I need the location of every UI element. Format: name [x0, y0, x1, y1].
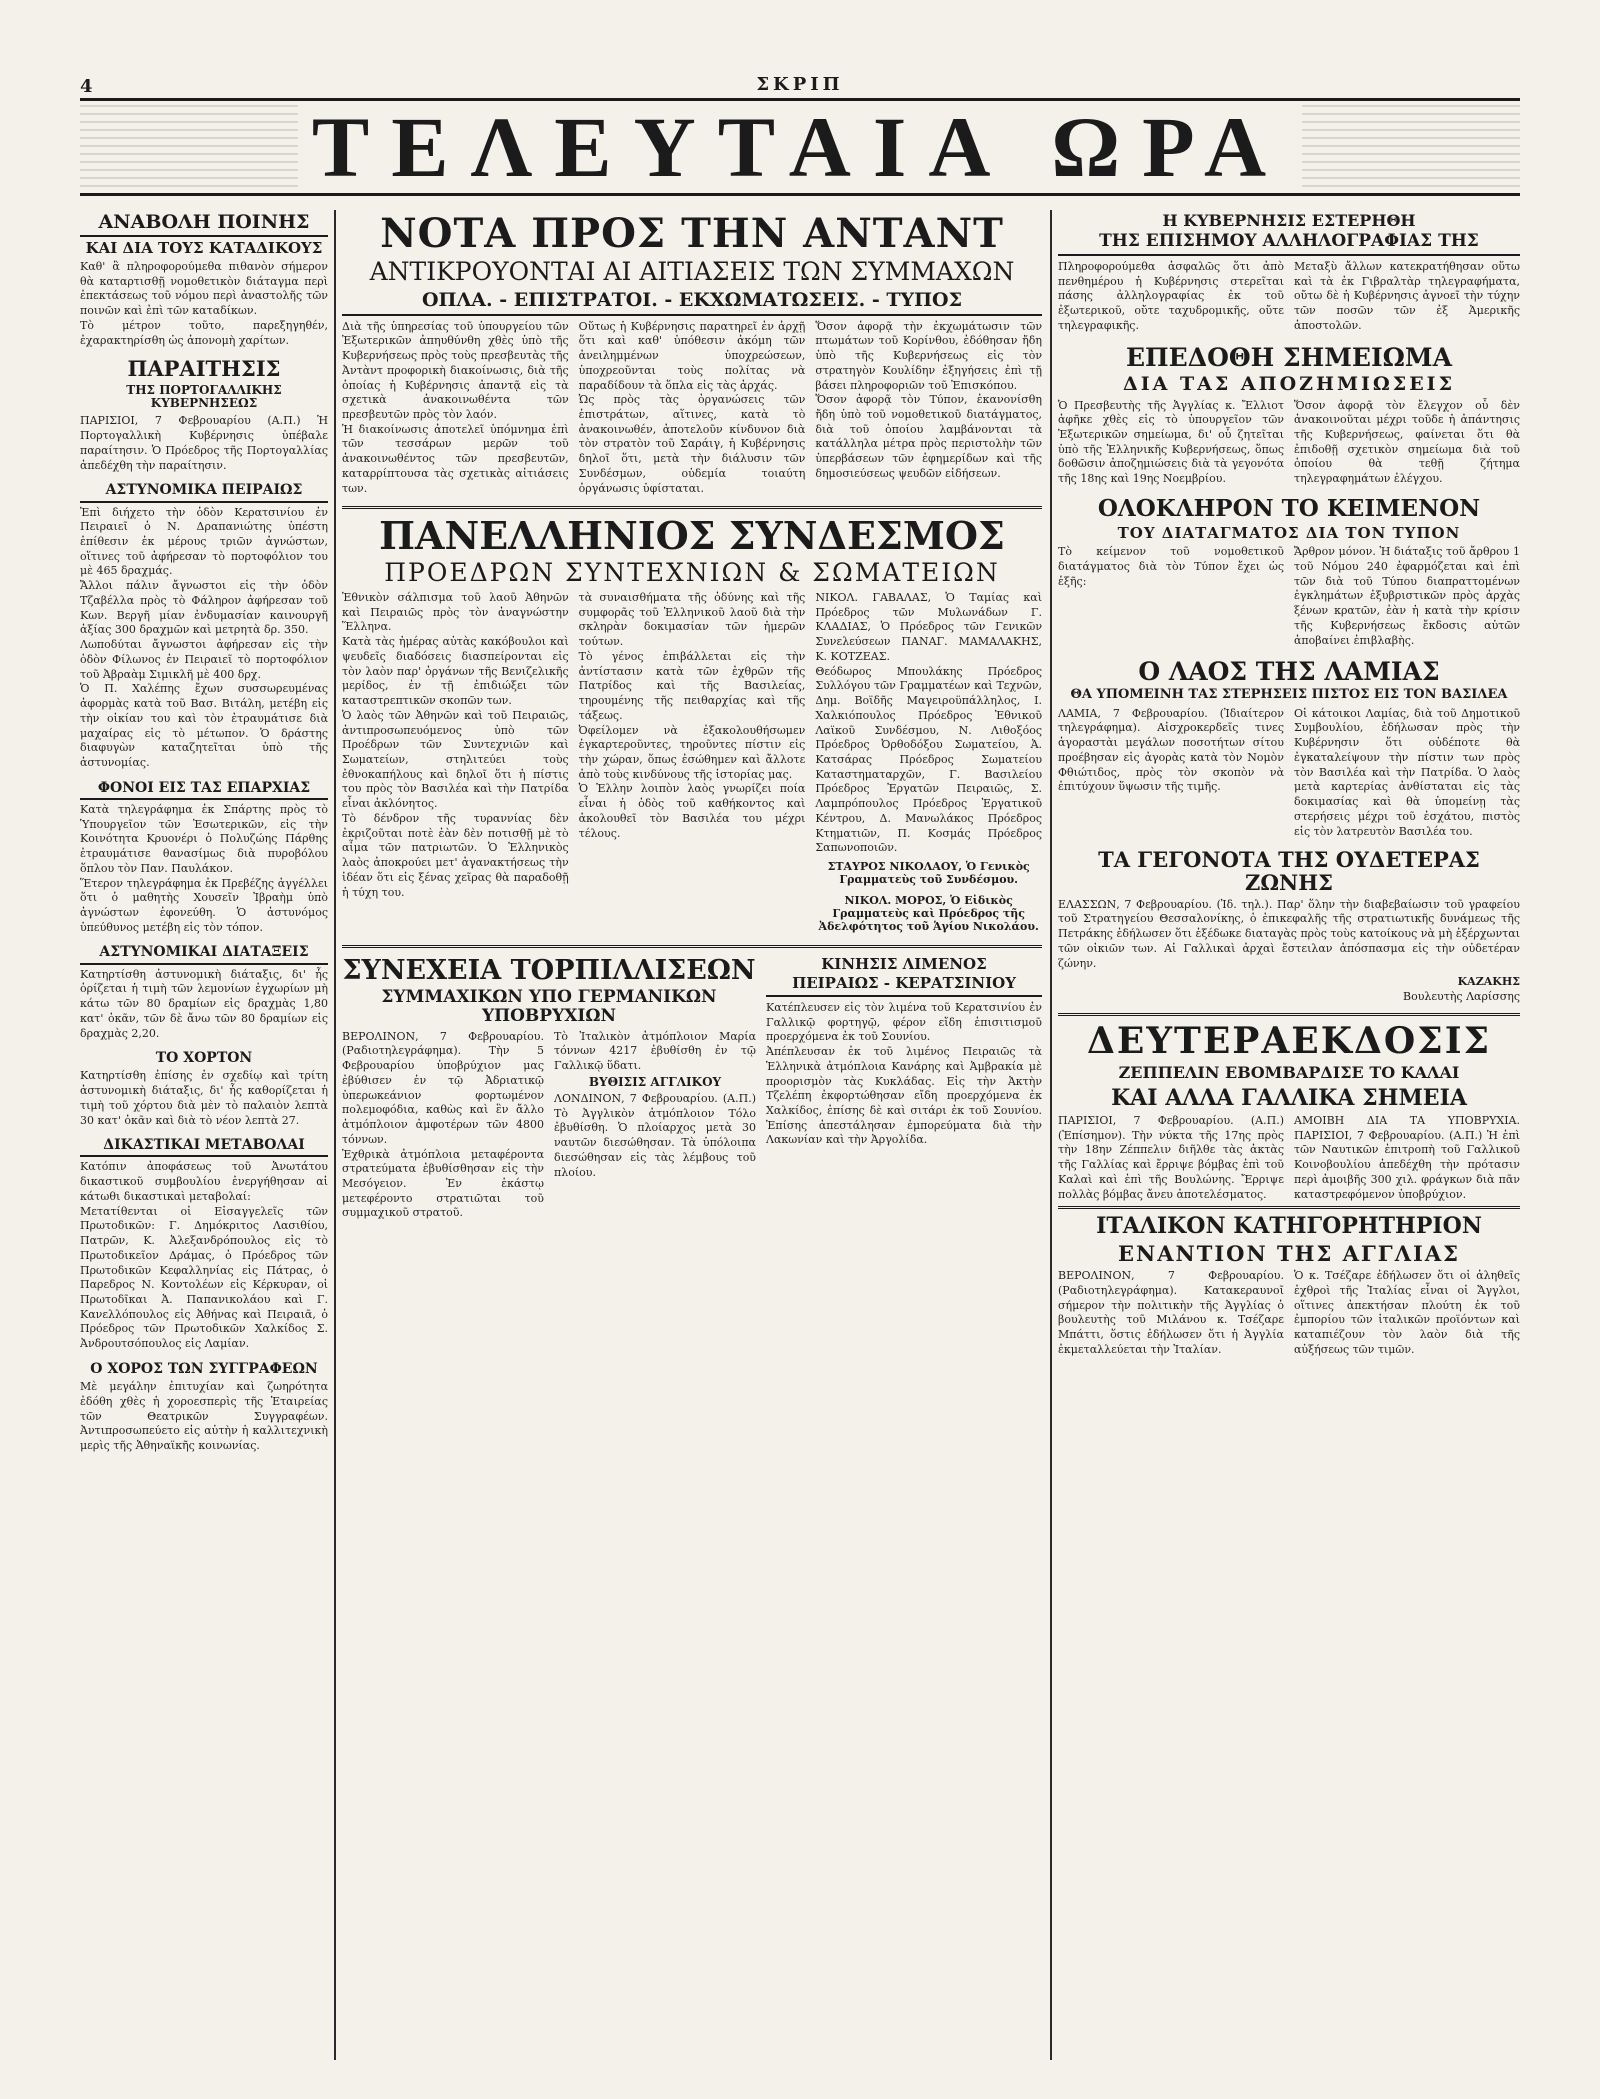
text-column [1294, 1114, 1520, 1202]
article-paragraph: Ἡ διακοίνωσις ἀποτελεῖ ὑπόμνημα ἐπὶ τῶν τεσσάρων μερῶν τοῦ ἀνακοινωθέντος τῶν πρεσβευτῶν, καταρρίπτουσα τὰς σχετικὰς αἰτιάσεις των. [342, 422, 569, 495]
article-title: Ο ΧΟΡΟΣ ΤΩΝ ΣΥΓΓΡΑΦΕΩΝ [90, 1360, 318, 1377]
article-title: Ο ΛΑΟΣ ΤΗΣ ΛΑΜΙΑΣ [1138, 657, 1440, 687]
article-title: ΠΑΡΑΙΤΗΣΙΣ [127, 356, 281, 382]
article-limenos [766, 954, 1042, 1221]
article-fonoi [80, 781, 328, 936]
article-title: ΦΟΝΟΙ ΕΙΣ ΤΑΣ ΕΠΑΡΧΙΑΣ [80, 781, 328, 800]
article-subtitle: ΠΕΙΡΑΙΩΣ - ΚΕΡΑΤΣΙΝΙΟΥ [766, 975, 1042, 997]
text-column [342, 591, 569, 941]
article-choros [80, 1362, 328, 1454]
bottom-center-row [342, 954, 1042, 1231]
article-paragraph: Ἐπὶ διήχετο τὴν ὁδὸν Κερατσινίου ἐν Πειραιεῖ ὁ Ν. Δραπανιώτης ὑπέστη ἐπίθεσιν ἐκ μέρους τριῶν ἀγνώστων, οἵτινες τοῦ ἀφήρεσαν τὸ πορτοφόλιον του μὲ 465 δραχμάς. [80, 505, 328, 578]
article-paragraph: Κατόπιν ἀποφάσεως τοῦ Ἀνωτάτου δικαστικοῦ συμβουλίου ἐνεργήθησαν αἱ κάτωθι δικαστικαὶ μεταβολαί: [80, 1160, 328, 1203]
text-column [815, 591, 1042, 941]
article-paragraph: Ὅσον ἀφορᾷ τὴν ἐκχωμάτωσιν τῶν πτωμάτων τοῦ Κορίνθου, ἐδόθησαν ἤδη ὑπὸ τῆς Κυβερνήσεως εἰς τὸν στρατηγὸν Κουλίδην ἐξηγήσεις ἐπὶ τῇ βάσει πληροφοριῶν τοῦ Ἐπισκόπου. [815, 319, 1042, 392]
article-paragraph: Ὡς πρὸς τὰς ὀργανώσεις τῶν ἐπιστράτων, αἵτινες, κατὰ τὸ ἀνακοινωθέν, ἀποτελοῦν κίνδυνον διὰ τὸν στρατὸν τοῦ Σαράιγ, ἡ Κυβέρνησις δηλοῖ ὅτι, μετὰ τὴν διάλυσιν τῶν Συνδέσμων, οὐδεμία τοιαύτη ὀργάνωσις ὑφίσταται. [578, 393, 806, 495]
article-paragraph: Ὁ Πρεσβευτὴς τῆς Ἀγγλίας κ. Ἔλλιοτ ἀφῆκε χθὲς εἰς τὸ ὑπουργεῖον τῶν Ἐξωτερικῶν σημείωμα, δι' οὗ ζητεῖται ὑπὸ τῆς Ἑλληνικῆς Κυβερνήσεως, ὅπως δοθῶσιν ἀποζημιώσεις διὰ τὰ γεγονότα τῆς 18ης καὶ 19ης Νοεμβρίου. [1058, 398, 1284, 486]
article-paragraph: Ἕτερον τηλεγράφημα ἐκ Πρεβέζης ἀγγέλλει ὅτι ὁ μαθητὴς Χουσεῖν Ἰβραὴμ ὑπὸ ἀγνώστων ἐφονεύθη. Ὁ ἀστυνόμος ὑπεύθυνος μετέβη εἰς τὸν τόπον. [80, 876, 328, 934]
article-paragraph: ΠΑΡΙΣΙΟΙ, 7 Φεβρουαρίου (Α.Π.) Ἡ Πορτογαλλικὴ Κυβέρνησις ὑπέβαλε παραίτησιν. Ὁ Πρόεδρος τῆς Πορτογαλλίας ἀπεδέχθη τὴν παραίτησιν. [80, 414, 328, 472]
column-rule [1050, 210, 1052, 2060]
article-paragraph: ΕΛΑΣΣΩΝ, 7 Φεβρουαρίου. (Ἰδ. τηλ.). Παρ' ὅλην τὴν διαβεβαίωσιν τοῦ γραφείου τοῦ Στρατηγείου Θεσσαλονίκης, ὁ ἐπικεφαλῆς τῆς στρατιωτικῆς δυνάμεως τῆς Πετράκης ἐδήλωσεν ὅτι ἐξέδωκε διαταγὰς πρὸς τοὺς κατοίκους νὰ μὴ ἐξέρχωνται τῶν οἰκιῶν των. Αἱ Γαλλικαὶ ἀρχαὶ ἔστειλαν ἀπόσπασμα εἰς τὴν οὐδετέραν ζώνην. [1058, 897, 1520, 970]
article-paragraph: Ὁ λαὸς τῶν Ἀθηνῶν καὶ τοῦ Πειραιῶς, ἀντιπροσωπευόμενος ὑπὸ τῶν Προέδρων τῶν Συντεχνιῶν καὶ Σωματείων, στηλιτεύει τοὺς ἐθνοκαπήλους καὶ δηλοῖ ὅτι ἡ πίστις του πρὸς τὸν Βασιλέα καὶ τὴν Πατρίδα εἶναι ἀκλόνητος. [342, 708, 569, 811]
article-paragraph: Ὁ Π. Χαλέπης ἔχων συσσωρευμένας ἀφορμὰς κατὰ τοῦ Βασ. Βιτάλη, μετέβη εἰς τὴν οἰκίαν του καὶ τὸν ἐτραυμάτισε διὰ μαχαίρας εἰς τὸ μέτωπον. Ὁ δράστης διαφυγὼν καταζητεῖται ὑπὸ τῆς ἀστυνομίας. [80, 682, 328, 769]
article-columns [1058, 260, 1520, 334]
article-columns [342, 1030, 756, 1222]
article-paragraph: Κατὰ τὰς ἡμέρας αὐτὰς κακόβουλοι καὶ ψευδεῖς διαδόσεις διασπείρονται εἰς τὸν λαὸν παρ' ὀργάνων τῆς Βενιζελικῆς μερίδος, ἐν τῇ ἐπιδιώξει τῶν καταστρεπτικῶν σκοπῶν των. [342, 635, 569, 708]
text-column [1058, 545, 1284, 648]
article-paragraph: Καθ' ἃ πληροφορούμεθα πιθανὸν σήμερον θὰ καταρτισθῇ νομοθετικὸν διάταγμα περὶ ἐπεκτάσεως τοῦ νόμου περὶ ἀναστολῆς τῶν ποινῶν καὶ ἐπὶ τῶν καταδίκων. [80, 260, 328, 318]
article-title: ΑΣΤΥΝΟΜΙΚΑΙ ΔΙΑΤΑΞΕΙΣ [80, 945, 328, 964]
article-title: ΙΤΑΛΙΚΟΝ ΚΑΤΗΓΟΡΗΤΗΡΙΟΝ [1096, 1213, 1482, 1240]
article-subtitle: ΔΙΑ ΤΑΣ ΑΠΟΖΗΜΙΩΣΕΙΣ [1122, 372, 1456, 395]
article-title: ΣΥΝΕΧΕΙΑ ΤΟΡΠΙΛΛΙΣΕΩΝ [342, 955, 756, 987]
article-keimenon [1058, 494, 1520, 648]
text-column [1294, 545, 1520, 648]
article-italikon [1058, 1215, 1520, 1357]
article-anavoli [80, 212, 328, 348]
article-title: ΑΣΤΥΝΟΜΙΚΑ ΠΕΙΡΑΙΩΣ [80, 483, 328, 502]
article-simeioma [1058, 344, 1520, 487]
article-title: Η ΚΥΒΕΡΝΗΣΙΣ ΕΣΤΕΡΗΘΗ [1162, 211, 1416, 230]
article-title: ΠΑΝΕΛΛΗΝΙΟΣ ΣΥΝΔΕΣΜΟΣ [379, 513, 1005, 559]
article-paragraph: Τὸ κείμενον τοῦ νομοθετικοῦ διατάγματος διὰ τὸν Τύπον ἔχει ὡς ἑξῆς: [1058, 545, 1284, 588]
article-subtitle: ΤΟΥ ΔΙΑΤΑΓΜΑΤΟΣ ΔΙΑ ΤΟΝ ΤΥΠΟΝ [1117, 523, 1461, 542]
article-paragraph: Οὕτως ἡ Κυβέρνησις παρατηρεῖ ἐν ἀρχῇ ὅτι καὶ καθ' ὑπόθεσιν ἀκόμη τῶν ἀνειλημμένων ὑποχρεώσεων, ὑποχρεοῦνται τοὺς πολίτας νὰ παραδίδουν τὰ ὅπλα εἰς τὰς ἀρχάς. [578, 319, 806, 392]
article-paragraph: Τὸ μέτρον τοῦτο, παρεξηγηθέν, ἐχαρακτηρίσθη ὡς ἀπονομὴ χαρίτων. [80, 318, 328, 347]
article-paragraph: ΛΑΜΙΑ, 7 Φεβρουαρίου. (Ἰδιαίτερον τηλεγράφημα). Αἰσχροκερδεῖς τινες ἀγοραστὰι μεγάλων ποσοτήτων σίτου προέβησαν εἰς ἀγορὰς κατὰ τὸν Νομὸν Φθιώτιδος, πρὸς τὸν σκοπὸν νὰ ἐπιτύχουν ὕψωσιν τῆς τιμῆς. [1058, 706, 1284, 794]
article-paragraph: Ὀφείλομεν νὰ ἐξακολουθήσωμεν ἐγκαρτεροῦντες, τηροῦντες πίστιν εἰς τὴν χώραν, ὅπως ἐσώθημεν καὶ ἄλλοτε ἀπὸ τοὺς κινδύνους τῆς ἱστορίας μας. [578, 723, 806, 781]
text-column [1058, 1114, 1284, 1202]
article-nota [342, 212, 1042, 496]
article-paragraph: Μεταξὺ ἄλλων κατεκρατήθησαν οὕτω καὶ τὰ ἐκ Γιβραλτὰρ τηλεγραφήματα, οὔτω δὲ ἡ Κυβέρνησις ἀγνοεῖ τὴν τύχην τῶν ποσῶν τῶν ἐξ Ἀμερικῆς ἀποστολῶν. [1294, 259, 1520, 332]
newspaper-page [80, 40, 1520, 2060]
article-paragraph: Οἱ κάτοικοι Λαμίας, διὰ τοῦ Δημοτικοῦ Συμβουλίου, ἐδήλωσαν πρὸς τὴν Κυβέρνησιν ὅτι οὐδέποτε θὰ ἐγκαταλείψουν τὴν πίστιν των πρὸς τὸν Βασιλέα καὶ τὴν Πατρίδα. Ὁ λαὸς μετὰ καρτερίας ἀνθίσταται εἰς τὰς δοκιμασίας καὶ θὰ ὑπομείνῃ τὰς στερήσεις μέχρι τοῦ ἐσχάτου, πιστὸς εἰς τὸν λατρευτὸν Βασιλέα του. [1294, 706, 1520, 838]
article-paragraph: ΝΙΚΟΛ. ΓΑΒΑΛΑΣ, Ὁ Ταμίας καὶ Πρόεδρος τῶν Μυλωνάδων Γ. ΚΛΑΔΙΑΣ, Ὁ Πρόεδρος τῶν Γενικῶν Συνελεύσεων ΠΑΝΑΓ. ΜΑΜΑΛΑΚΗΣ, Κ. ΚΟΤΖΕΑΣ. [815, 590, 1042, 663]
article-paragraph: Τὸ Ἰταλικὸν ἀτμόπλοιον Μαρία τόννων 4217 ἐβυθίσθη ἐν τῷ Γαλλικῷ ὕδατι. [554, 1029, 756, 1073]
article-zoni [1058, 849, 1520, 1003]
article-kyvernisis [1058, 212, 1520, 334]
article-paragraph: ΠΑΡΙΣΙΟΙ, 7 Φεβρουαρίου. (Α.Π.) (Ἐπίσημον). Τὴν νύκτα τῆς 17ης πρὸς τὴν 18ην Ζέππελιν διῆλθε τὰς ἀκτὰς τῆς Γαλλίας καὶ ἔρριψε βόμβας ἐπὶ τοῦ Καλαὶ καὶ ἐπὶ τῆς Βουλώνης. Ἔρριψε πολλὰς βόμβας ἄνευ ἀποτελέσματος. [1058, 1113, 1284, 1201]
article-title: ΤΑ ΓΕΓΟΝΟΤΑ ΤΗΣ ΟΥΔΕΤΕΡΑΣ ΖΩΝΗΣ [1098, 847, 1480, 895]
text-column [342, 1030, 544, 1222]
text-column [815, 320, 1042, 497]
article-columns [1058, 1269, 1520, 1357]
signature: ΣΤΑΥΡΟΣ ΝΙΚΟΛΑΟΥ, Ὁ Γενικὸς Γραμματεὺς τοῦ Συνδέσμου. [827, 860, 1030, 887]
text-column [1058, 260, 1284, 334]
article-title: ΔΙΚΑΣΤΙΚΑΙ ΜΕΤΑΒΟΛΑΙ [80, 1138, 328, 1157]
text-column [579, 591, 806, 941]
text-column [1058, 399, 1284, 487]
article-paragraph: Τὸ δένδρον τῆς τυραννίας δὲν ἐκριζοῦται ποτὲ ἐὰν δὲν ποτισθῇ μὲ τὸ αἷμα τῶν πατριωτῶν. Ὁ Ἑλληνικὸς λαὸς ἀποκρούει μετ' ἀγανακτήσεως τὴν ἰδέαν ὅτι εἰς ξένας χεῖρας θὰ παραδοθῇ ἡ τύχη του. [342, 811, 569, 899]
article-subtitle: ΣΥΜΜΑΧΙΚΩΝ ΥΠΟ ΓΕΡΜΑΝΙΚΩΝ ΥΠΟΒΡΥΧΙΩΝ [381, 987, 717, 1026]
article-paragraph: Μὲ μεγάλην ἐπιτυχίαν καὶ ζωηρότητα ἐδόθη χθὲς ἡ χοροεσπερὶς τῆς Ἑταιρείας τῶν Θεατρικῶν Συγγραφέων. Ἀντιπροσωπεύετο εἰς αὐτὴν ἡ καλλιτεχνικὴ μερὶς τῆς Ἀθηναϊκῆς κοινωνίας. [80, 1380, 328, 1452]
article-paragraph: ΑΜΟΙΒΗ ΔΙΑ ΤΑ ΥΠΟΒΡΥΧΙΑ. ΠΑΡΙΣΙΟΙ, 7 Φεβρουαρίου. (Α.Π.) Ἡ ἐπὶ τῶν Ναυτικῶν ἐπιτροπὴ τοῦ Γαλλικοῦ Κοινοβουλίου ἀπεδέχθη τὴν πρότασιν περὶ ἀμοιβῆς 300 χιλ. φράγκων διὰ πᾶν καταστρεφόμενον ὑποβρύχιον. [1294, 1113, 1520, 1201]
masthead-title: ΤΕΛΕΥΤΑΙΑ ΩΡΑ [298, 104, 1302, 190]
article-paragraph: Λωποδύται ἄγνωστοι ἀφήρεσαν εἰς τὴν ὁδὸν Φίλωνος ἐν Πειραιεῖ τὸ πορτοφόλιον τοῦ Ἀβραὰμ Σιμικλῆ μὲ 400 δρχ. [80, 638, 328, 681]
signature: ΚΑΖΑΚΗΣ [1457, 975, 1520, 989]
article-lamia [1058, 658, 1520, 839]
article-columns [342, 591, 1042, 941]
article-paragraph: Ἀπέπλευσαν ἐκ τοῦ λιμένος Πειραιῶς τὰ Ἑλληνικὰ ἀτμόπλοια Κανάρης καὶ Ἀμβρακία μὲ προορισμὸν τὰς Κυκλάδας. Εἰς τὴν Ἀκτὴν Τζελέπη ἐκφορτώθησαν εἴδη προερχόμενα ἐκ Χαλκίδος, ἐπίσης δὲ καὶ σιτάρι ἐκ τοῦ Σουνίου. Ἐπίσης ἀπεστάλησαν ἐμπορεύματα διὰ τὴν Λακωνίαν καὶ τὴν Ἀργολίδα. [766, 1045, 1042, 1147]
article-deftera [1058, 1013, 1520, 1209]
article-columns [1058, 1114, 1520, 1202]
text-column [1294, 707, 1520, 840]
article-paragraph: Κατέπλευσεν εἰς τὸν λιμένα τοῦ Κερατσινίου ἐν Γαλλικῷ φορτηγῷ, φέρον εἴδη ἐπισιτισμοῦ προερχόμενα ἐκ τοῦ Σουνίου. [766, 1000, 1042, 1044]
article-subtitle: ΑΝΤΙΚΡΟΥΟΝΤΑΙ ΑΙ ΑΙΤΙΑΣΕΙΣ ΤΩΝ ΣΥΜΜΑΧΩΝ [369, 257, 1015, 287]
article-title: ΔΕΥΤΕΡΑΕΚΔΟΣΙΣ [1086, 1020, 1492, 1063]
column-center [342, 210, 1042, 2060]
article-paragraph: Ὅσον ἀφορᾷ τὸν Τύπον, ἐκανονίσθη ἤδη ὑπὸ τοῦ νομοθετικοῦ διατάγματος, διὰ τοῦ ὁποίου λαμβάνονται τὰ κατάλληλα μέτρα πρὸς περιστολὴν τῶν ὑπερβάσεων τῶν ἐφημερίδων καὶ τῆς δημοσιεύσεως ψευδῶν εἰδήσεων. [815, 393, 1042, 480]
article-paragraph: Διὰ τῆς ὑπηρεσίας τοῦ ὑπουργείου τῶν Ἐξωτερικῶν ἀπηυθύνθη χθὲς ὑπὸ τῆς Κυβερνήσεως πρὸς τοὺς πρεσβευτὰς τῆς Ἀντὰντ προφορικὴ διακοίνωσις, διὰ τῆς ὁποίας ἡ Κυβέρνησις ἀπαντᾷ εἰς τὰ σχετικὰ ἀνακοινωθέντα τῶν πρεσβευτῶν πρὸς τὸν λαόν. [342, 319, 569, 421]
article-columns [1058, 707, 1520, 840]
article-torpilliseis [342, 954, 756, 1221]
article-subtitle: ΖΕΠΠΕΛΙΝ ΕΒΟΜΒΑΡΔΙΣΕ ΤΟ ΚΑΛΑΙ [1118, 1063, 1460, 1083]
column-right [1058, 210, 1520, 2060]
article-paragraph: ΒΕΡΟΛΙΝΟΝ, 7 Φεβρουαρίου. (Ραδιοτηλεγράφημα). Κατακεραυνοῖ σήμερον τὴν πολιτικὴν τῆς Ἀγγλίας ὁ βουλευτὴς τοῦ Μιλάνου κ. Τσέζαρε Μπάττι, ὅστις ἐδήλωσεν ὅτι ἡ Ἀγγλία ἐκμεταλλεύεται τὴν Ἰταλίαν. [1058, 1269, 1284, 1356]
column-rule [334, 210, 336, 2060]
article-paragraph: ΒΕΡΟΛΙΝΟΝ, 7 Φεβρουαρίου. (Ραδιοτηλεγράφημα). Τὴν 5 Φεβρουαρίου ὑποβρύχιον μας ἐβύθισεν ἐν τῷ Ἀδριατικῷ ὑπερωκεάνιον φορτωμένον πολεμοφόδια, καθὼς καὶ ἓν ἄλλο ἀτμόπλοιον ἀμφοτέρων τῶν 4800 τόννων. [342, 1029, 544, 1146]
article-paragraph: Ἐθνικὸν σάλπισμα τοῦ λαοῦ Ἀθηνῶν καὶ Πειραιῶς πρὸς τὸν ἀναγνώστην Ἕλληνα. [342, 590, 569, 634]
column-left [80, 210, 328, 2060]
article-paragraph: Θεόδωρος Μπουλάκης Πρόεδρος Συλλόγου τῶν Γραμματέων καὶ Τεχνῶν, Δημ. Βοϊδῆς Μαγειροϋπάλληλος, Ι. Χαλκιόπουλος Πρόεδρος Ἐθνικοῦ Λαϊκοῦ Συνδέσμου, Ν. Λιθοξόος Πρόεδρος Ὀρθοδόξου Σωματείου, Ἀ. Κατσάρας Πρόεδρος Σωματείου Καταστηματαρχῶν, Γ. Βασιλείου Πρόεδρος Ἐργατῶν Πειραιῶς, Σ. Λαμπρόπουλος Πρόεδρος Ἐργατικοῦ Κέντρου, Δ. Μανωλάκος Πρόεδρος Κτηματιῶν, Π. Κοσμάς Πρόεδρος Σαπωνοποιῶν. [815, 664, 1042, 855]
article-syndesmos [342, 506, 1042, 948]
article-subtitle: ΘΑ ΥΠΟΜΕΙΝΗ ΤΑΣ ΣΤΕΡΗΣΕΙΣ ΠΙΣΤΟΣ ΕΙΣ ΤΟΝ ΒΑΣΙΛΕΑ [1070, 687, 1508, 703]
text-column [1058, 707, 1284, 840]
article-subtitle: ΚΑΙ ΑΛΛΑ ΓΑΛΛΙΚΑ ΣΗΜΕΙΑ [1111, 1084, 1467, 1111]
article-subtitle: ΕΝΑΝΤΙΟΝ ΤΗΣ ΑΓΓΛΙΑΣ [1118, 1241, 1460, 1267]
page-number: 4 [80, 76, 93, 97]
article-paragraph: Κατηρτίσθη ἐπίσης ἐν σχεδίῳ καὶ τρίτη ἀστυνομικὴ διάταξις, δι' ἧς καθορίζεται ἡ τιμὴ τοῦ χόρτου διὰ μὲν τὸ παλαιὸν λεπτὰ 30 κατ' ὀκᾶν καὶ διὰ τὸ νέον λεπτὰ 27. [80, 1069, 328, 1127]
article-title: ΝΟΤΑ ΠΡΟΣ ΤΗΝ ΑΝΤΑΝΤ [380, 210, 1004, 257]
article-paragraph: Ἄλλοι πάλιν ἄγνωστοι εἰς τὴν ὁδὸν Τζαβέλλα πρὸς τὸ Φάληρον ἀφήρεσαν τοῦ Κων. Βεργῆ μίαν ἐνδυμασίαν καινουργῆ ἀξίας 300 δραχμῶν καὶ μετρητὰ δρ. 350. [80, 579, 328, 637]
article-paragraph: Πληροφορούμεθα ἀσφαλῶς ὅτι ἀπὸ πενθημέρου ἡ Κυβέρνησις στερεῖται πάσης ἀλληλογραφίας ἐκ τοῦ ἐξωτερικοῦ, οὔτε ταχυδρομικῆς, οὔτε τηλεγραφικῆς. [1058, 259, 1284, 332]
text-column [342, 320, 569, 497]
article-paragraph: Ὁ Ἑλλην λοιπὸν λαὸς γνωρίζει ποία εἶναι ἡ ὁδὸς τοῦ καθήκοντος καὶ ἀκολουθεῖ τὸν Βασιλέα του μέχρι τέλους. [578, 782, 806, 840]
article-title: ΚΙΝΗΣΙΣ ΛΙΜΕΝΟΣ [821, 955, 987, 974]
article-paragraph: Μετατίθενται οἱ Εἰσαγγελεῖς τῶν Πρωτοδικῶν: Γ. Δημόκριτος Λασιθίου, Πατρῶν, Κ. Ἀλεξανδρόπουλος εἰς τὸ Πρωτοδικεῖον Δράμας, ὁ Πρόεδρος τῶν Πρωτοδικῶν Κεφαλληνίας εἰς Πάτρας, ὁ Παρεδρος Ν. Κοντολέων εἰς Κέρκυραν, οἱ Πρωτοδῖκαι Ἀ. Παπανικολάου καὶ Γ. Κανελλόπουλος εἰς Ἀθήνας καὶ Πειραιᾶ, ὁ Πρόεδρος τῶν Πρωτοδικῶν Χαλκίδος Σ. Ἀνδρουτσόπουλος εἰς Λαμίαν. [80, 1204, 328, 1351]
article-paragraph: Ὁ κ. Τσέζαρε ἐδήλωσεν ὅτι οἱ ἀληθεῖς ἐχθροὶ τῆς Ἰταλίας εἶναι οἱ Ἄγγλοι, οἵτινες ἀπεκτήσαν πλούτη ἐκ τοῦ ἐμπορίου τῶν ἰταλικῶν προϊόντων καὶ καταπιέζουν τὸν λαὸν διὰ τῆς αὐξήσεως τῶν τιμῶν. [1294, 1269, 1520, 1356]
article-columns [342, 320, 1042, 497]
text-column [1294, 260, 1520, 334]
article-paraitisis [80, 358, 328, 473]
signature-role: Βουλευτὴς Λαρίσσης [1402, 990, 1520, 1004]
text-column [554, 1030, 756, 1222]
article-title: ΑΝΑΒΟΛΗ ΠΟΙΝΗΣ [80, 212, 328, 237]
article-paragraph: Ἄρθρον μόνον. Ἡ διάταξις τοῦ ἄρθρου 1 τοῦ Νόμου 240 ἐφαρμόζεται καὶ ἐπὶ τῶν διὰ τοῦ Τύπου διαπραττομένων ἐγκλημάτων ἐξυβριστικῶν πρὸς ἀρχὰς ξένων κρατῶν, ἐὰν ἡ κατὰ τὴν κρίσιν τῆς Κυβερνήσεως ἔκδοσις αὐτῶν ἀποβαίνει ἐπιβλαβὴς. [1294, 545, 1520, 647]
article-paragraph: Ἐχθρικὰ ἀτμόπλοια μεταφέροντα στρατεύματα ἐβυθίσθησαν εἰς τὴν Μεσόγειον. Ἐν ἑκάστῳ μετεφέροντο στρατιῶται τοῦ συμμαχικοῦ στρατοῦ. [342, 1147, 544, 1220]
article-title: ΟΛΟΚΛΗΡΟΝ ΤΟ ΚΕΙΜΕΝΟΝ [1097, 494, 1481, 522]
article-paragraph: Κατηρτίσθη ἀστυνομικὴ διάταξις, δι' ἧς ὁρίζεται ἡ τιμὴ τῶν λεμονίων ἐγχωρίων μὴ κάτω τῶν 80 δραμίων εἰς δραχμὰς 1,80 κατ' ὀκᾶν, τῶν δὲ ἄνω τῶν 80 δραμίων εἰς δραχμὰς 2,20. [80, 967, 328, 1040]
article-paragraph: Κατὰ τηλεγράφημα ἐκ Σπάρτης πρὸς τὸ Ὑπουργεῖον τῶν Ἐσωτερικῶν, εἰς τὴν Κοινότητα Κρυονέρι ὁ Πολυζώης Πάρθης ἐτραυμάτισε θανασίμως διὰ πυροβόλου ὅπλου τὸν Παν. Παυλάκον. [80, 802, 328, 875]
text-column [579, 320, 806, 497]
article-astynomika [80, 483, 328, 770]
article-subtitle: ΠΡΟΕΔΡΩΝ ΣΥΝΤΕΧΝΙΩΝ & ΣΩΜΑΤΕΙΩΝ [384, 558, 1000, 588]
text-column [1058, 1269, 1284, 1357]
article-paragraph: τὰ συναισθήματα τῆς ὀδύνης καὶ τῆς συμφορᾶς τοῦ Ἑλληνικοῦ λαοῦ διὰ τὴν σκληρὰν δοκιμασίαν τῶν ἡμερῶν τούτων. [578, 590, 806, 649]
article-title: ΕΠΕΔΟΘΗ ΣΗΜΕΙΩΜΑ [1125, 342, 1453, 372]
text-column [1294, 399, 1520, 487]
article-columns [1058, 545, 1520, 648]
article-subtitle: ΤΗΣ ΠΟΡΤΟΓΑΛΛΙΚΗΣ ΚΥΒΕΡΝΗΣΕΩΣ [126, 383, 282, 411]
article-chorton [80, 1051, 328, 1128]
paper-name: ΣΚΡΙΠ [756, 74, 844, 95]
article-subtitle: ΤΗΣ ΕΠΙΣΗΜΟΥ ΑΛΛΗΛΟΓΡΑΦΙΑΣ ΤΗΣ [1058, 232, 1520, 256]
masthead [80, 98, 1520, 196]
article-diataxeis [80, 945, 328, 1041]
article-columns [1058, 399, 1520, 487]
article-title: ΤΟ ΧΟΡΤΟΝ [155, 1050, 253, 1067]
article-paragraph: Ὅσον ἀφορᾷ τὸν ἔλεγχον οὗ δὲν ἀνακοινοῦται μέχρι τοῦδε ἡ ἀπάντησις τῆς Κυβερνήσεως, φαίνεται ὅτι θὰ ἐπιδοθῇ σχετικὸν σημείωμα διὰ τοῦ ὁποίου θὰ τεθῇ ζήτημα τηλεγραφημάτων ἐλέγχου. [1294, 398, 1520, 486]
article-paragraph: ΛΟΝΔΙΝΟΝ, 7 Φεβρουαρίου. (Α.Π.) Τὸ Ἀγγλικὸν ἀτμόπλοιον Τόλο ἐβυθίσθη. Ὁ πλοίαρχος μετὰ 30 ναυτῶν διεσώθησαν. Τὰ ὑπόλοιπα διεσώθησαν εἰς τὰς λέμβους τοῦ πλοίου. [554, 1091, 756, 1179]
text-column [1294, 1269, 1520, 1357]
article-dikastikai [80, 1138, 328, 1352]
article-tagline: ΟΠΛΑ. - ΕΠΙΣΤΡΑΤΟΙ. - ΕΚΧΩΜΑΤΩΣΕΙΣ. - ΤΥΠΟΣ [342, 290, 1042, 316]
article-paragraph: Τὸ γένος ἐπιβάλλεται εἰς τὴν ἀντίστασιν κατὰ τῶν ἐχθρῶν τῆς Πατρίδος καὶ τῆς Βασιλείας, τηρουμένης τῆς πειθαρχίας καὶ τῆς τάξεως. [578, 649, 806, 722]
article-subtitle: ΒΥΘΙΣΙΣ ΑΓΓΛΙΚΟΥ [588, 1074, 722, 1089]
signature: ΝΙΚΟΛ. ΜΟΡΟΣ, Ὁ Εἰδικὸς Γραμματεὺς καὶ Πρόεδρος τῆς Ἀδελφότητος τοῦ Ἁγίου Νικολάου. [818, 894, 1039, 934]
article-subtitle: ΚΑΙ ΔΙΑ ΤΟΥΣ ΚΑΤΑΔΙΚΟΥΣ [85, 238, 323, 257]
